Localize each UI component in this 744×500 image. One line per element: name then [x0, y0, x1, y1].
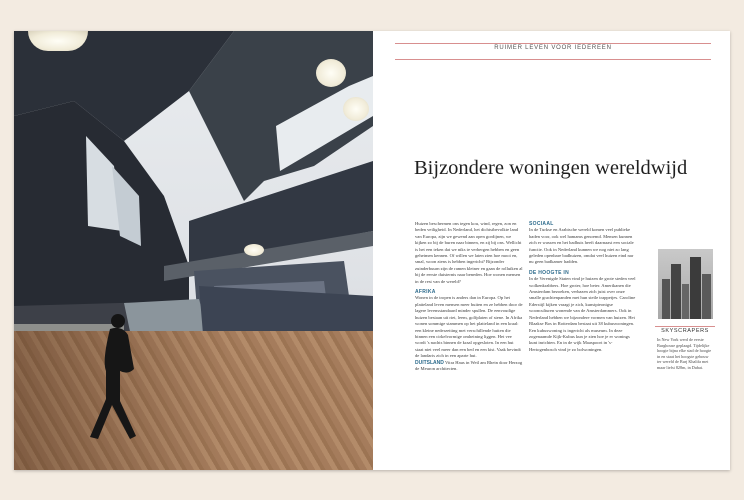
- article-title: Bijzondere woningen wereldwijd: [414, 157, 688, 179]
- walking-person-silhouette: [76, 311, 156, 451]
- sidebar-heading: SKYSCRAPERS: [661, 328, 709, 334]
- section-text-hoogte: In de Verenigde Staten vind je huizen de grote steden veel wolkenkrabbers. Hoe groter, hoe beter. Amerikanen die Amsterdam bezoeken, verbazen zich juist over onze smalle grachtenpanden met hun steile trappetjes. Caroline Ederstijl kijken vraagt je zich, kunstpieonigse woonculturen wonende van de Amsterdammers. Ook in Nederland hebben we bijzondere vormen van huizen. Het Blaakse Bos in Rotterdam bestaat uit 38 kubuswoningen. Een kubuswoning is ingericht als museum. In deze zogenaamde Kijk-Kubus kun je zien hoe je er wonings kunt inrichten. En in de wijk Maaspoort in 's-Hertogenbosch vind je zo bolwoningen.: [529, 276, 636, 352]
- credit-text: Vitra Haus in Weil am Rhein door Herzog de Meuron architecten.: [415, 359, 523, 371]
- text-column-2: [529, 221, 637, 353]
- skyscraper-photo: [658, 249, 713, 319]
- section-heading-afrika: AFRIKA: [415, 289, 436, 296]
- kicker-rule-top: [395, 43, 711, 44]
- text-column-1: [415, 221, 523, 372]
- sidebar-rule: [655, 326, 715, 327]
- article-page: [373, 31, 730, 470]
- magazine-spread: [14, 31, 730, 470]
- building-photo: [14, 31, 373, 470]
- kicker-rule-bottom: [395, 59, 711, 60]
- section-kicker: RUIMER LEVEN VOOR IEDEREEN: [494, 45, 612, 51]
- section-text-afrika: Wonen in de tropen is anders dan in Europa. Op het platteland leven mensen meer buiten en ze hebben door de lagere levensstandaard minder spullen. De eenvoudige huizen bestaan uit riet, leem, golfplaten of stene. In Afrika wonen sommige stammen op het platteland in een kraal: een kleine nederzetting met verschillende hutten die binnen een cirkelvormige omheining liggen. Het vee wordt 's nachts binnen de kraal opgesloten. In een hut staat niet veel meer dan een bed en een kist. Vaak bevindt de landaris zich in een aparte hut.: [415, 295, 523, 359]
- intro-paragraph: Huizen beschermen ons tegen kou, wind, regen, zon en beden veiligheid. In Nederland, het dichtstbevolkte land van Europa, zijn we gewend aan open gordijnen, we kijken zo bij de buren naar binnen, en zij bij ons. Wellicht is het een teken dat we niks te verbergen hebben en geen geheimen kennen. Of willen we laten zien hoe mooi en, smal, woon ziens is hebben ingericht? Bijzonder zuinderbuurn zijn de ramen kleiner en gaan de rolluiken al bij de eerste duisternis naar beneden. Hoe wonen mensen in de rest van de wereld?: [415, 221, 523, 284]
- pendant-lamp-2: [343, 97, 369, 121]
- credit-lead: DUITSLAND: [415, 359, 444, 366]
- sidebar-caption: In New York werd de eerste Burghouse geplaagd. Tijdelijke hoogte bijna elke stad de hoogte in en staat het hoogste gebouw ter wereld de Burj Khalifa met maar liefst 828m, in Dubai.: [657, 337, 712, 370]
- section-heading-sociaal: SOCIAAL: [529, 221, 554, 227]
- section-text-sociaal: In de Turkse en Arabische wereld komen veel publieke baden voor, ook wel hamams genoemd. Mensen kunnen zich er wassen en het badhuis heeft daarnaast een sociale functie. Ook in Nederland kunnen we nog niet zo lang geleden openbare badhuizen, omdat veel huizen eind nar nu geen badkamer hadden.: [529, 227, 634, 265]
- section-heading-hoogte: DE HOOGTE IN: [529, 269, 569, 276]
- pendant-lamp-3: [244, 244, 264, 256]
- photo-credit: [415, 360, 523, 373]
- pendant-lamp-1: [316, 59, 346, 87]
